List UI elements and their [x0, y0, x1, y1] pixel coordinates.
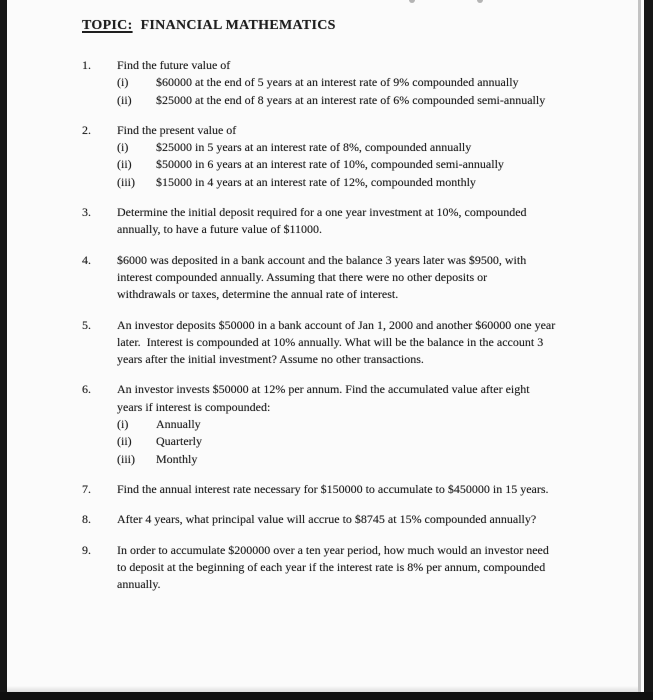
question-6-line-2: years if interest is compounded: — [117, 399, 271, 414]
question-4-body — [117, 252, 627, 304]
question-4 — [82, 252, 627, 304]
question-9-number: 9. — [82, 542, 91, 557]
scan-edge-right — [644, 0, 653, 700]
subitem-text: Quarterly — [156, 434, 202, 449]
question-4-line-2: interest compounded annually. Assuming that there were no other deposits or — [117, 269, 488, 284]
subitem-marker: (i) — [117, 140, 129, 155]
question-2-subitem-1 — [117, 139, 627, 156]
cropped-text-fragment — [477, 0, 483, 3]
subitem-marker: (iii) — [117, 174, 135, 189]
question-5-line-3: years after the initial investment? Assume no other transactions. — [117, 352, 424, 367]
question-1-subitem-2 — [117, 92, 627, 109]
subitem-marker: (ii) — [117, 434, 132, 449]
question-1-body — [117, 57, 627, 109]
question-6-subitem-2 — [117, 433, 627, 450]
topic-label: TOPIC: — [82, 18, 133, 33]
question-8-line-1: After 4 years, what principal value will accrue to $8745 at 15% compounded annually? — [117, 512, 537, 527]
question-5 — [82, 317, 627, 369]
subitem-text: Annually — [156, 417, 201, 432]
question-2-subitem-2 — [117, 156, 627, 173]
question-2-subitem-3 — [117, 174, 627, 191]
question-8-body — [117, 511, 627, 528]
question-7-body — [117, 481, 627, 498]
question-7-number: 7. — [82, 481, 91, 496]
question-1-line-1: Find the future value of — [117, 58, 231, 72]
question-5-line-2: later. Interest is compounded at 10% annually. What will be the balance in the account 3 — [117, 334, 544, 349]
question-2-number: 2. — [82, 122, 91, 137]
question-3 — [82, 204, 627, 239]
question-2 — [82, 122, 627, 191]
subitem-text: $60000 at the end of 5 years at an interest rate of 9% compounded annually — [156, 75, 519, 90]
question-3-line-1: Determine the initial deposit required for a one year investment at 10%, compounded — [117, 205, 527, 220]
question-9-body — [117, 542, 627, 594]
subitem-text: $15000 in 4 years at an interest rate of 12%, compounded monthly — [156, 174, 476, 189]
question-1-number: 1. — [82, 58, 91, 72]
question-5-number: 5. — [82, 317, 91, 332]
subitem-marker: (ii) — [117, 92, 132, 107]
question-4-line-1: $6000 was deposited in a bank account and the balance 3 years later was $9500, with — [117, 252, 527, 267]
page-title — [82, 18, 627, 34]
question-4-number: 4. — [82, 252, 91, 267]
cropped-text-fragment — [409, 0, 415, 3]
question-8-number: 8. — [82, 512, 91, 527]
subitem-text: $25000 at the end of 8 years at an interest rate of 6% compounded semi-annually — [156, 92, 546, 107]
question-5-line-1: An investor deposits $50000 in a bank account of Jan 1, 2000 and another $60000 one year — [117, 317, 556, 332]
question-1 — [82, 57, 627, 109]
subitem-marker: (i) — [117, 75, 129, 90]
subitem-text: $50000 in 6 years at an interest rate of 10%, compounded semi-annually — [156, 157, 504, 172]
question-6-number: 6. — [82, 382, 91, 397]
subitem-marker: (i) — [117, 417, 129, 432]
question-2-body — [117, 122, 627, 191]
question-5-body — [117, 317, 627, 369]
question-7-line-1: Find the annual interest rate necessary for $150000 to accumulate to $450000 in 15 years. — [117, 481, 549, 496]
question-6-body — [117, 381, 627, 467]
question-4-line-3: withdrawals or taxes, determine the annual rate of interest. — [117, 287, 399, 302]
topic-subject: FINANCIAL MATHEMATICS — [140, 18, 336, 33]
question-2-line-1: Find the present value of — [117, 122, 237, 137]
question-1-subitem-1 — [117, 74, 627, 91]
document-content — [82, 18, 627, 606]
scan-page-edge-line — [638, 0, 641, 700]
question-9-line-3: annually. — [117, 577, 161, 592]
question-7 — [82, 481, 627, 498]
question-9-line-1: In order to accumulate $200000 over a ten year period, how much would an investor need — [117, 542, 549, 557]
subitem-text: $25000 in 5 years at an interest rate of 8%, compounded annually — [156, 140, 472, 155]
question-6 — [82, 381, 627, 467]
question-6-subitem-3 — [117, 451, 627, 468]
question-3-body — [117, 204, 627, 239]
question-3-number: 3. — [82, 205, 91, 220]
question-8 — [82, 511, 627, 528]
subitem-marker: (ii) — [117, 157, 132, 172]
question-9-line-2: to deposit at the beginning of each year if the interest rate is 8% per annum, compounded — [117, 559, 546, 574]
subitem-text: Monthly — [156, 451, 198, 466]
question-6-subitem-1 — [117, 416, 627, 433]
scan-edge-bottom — [0, 692, 653, 700]
subitem-marker: (iii) — [117, 451, 135, 466]
question-6-line-1: An investor invests $50000 at 12% per annum. Find the accumulated value after eight — [117, 382, 530, 397]
question-3-line-2: annually, to have a future value of $11000. — [117, 222, 323, 237]
scan-edge-left — [0, 0, 7, 700]
question-9 — [82, 542, 627, 594]
